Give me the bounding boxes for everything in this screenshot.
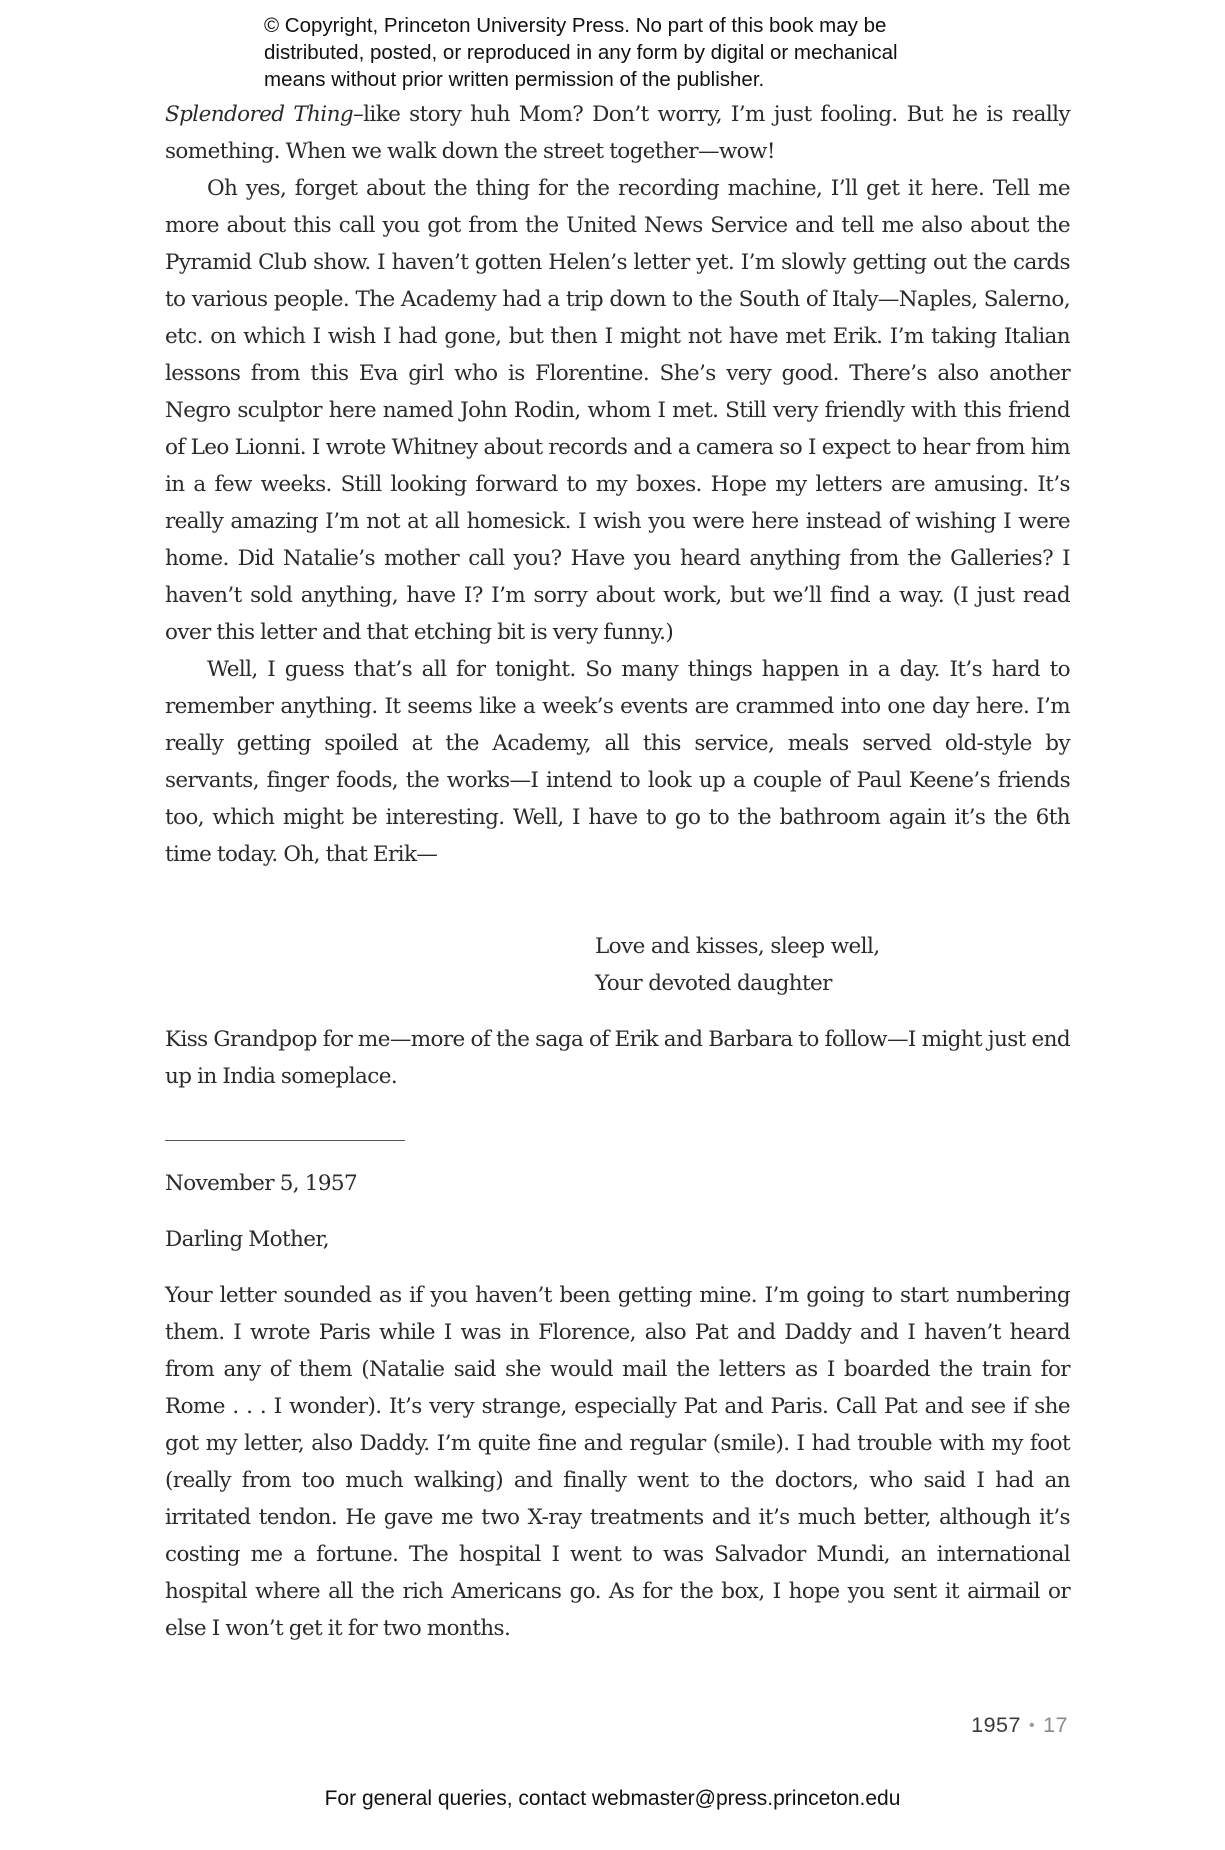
copyright-line-3: means without prior written permission of the publisher. <box>264 68 765 91</box>
letter-date: November 5, 1957 <box>165 1171 358 1196</box>
page-folio <box>971 1713 1068 1738</box>
book-title: Splendored Thing <box>165 102 353 127</box>
folio-year: 1957 <box>971 1713 1021 1737</box>
letter-continued <box>165 96 1070 873</box>
paragraph-2: Oh yes, forget about the thing for the recording machine, I’ll get it here. Tell me more about this call you got from the United News Service and tell me also about the Pyramid Club show. I haven’t gotten Helen’s letter yet. I’m slowly getting out the cards to various people. The Academy had a trip down to the South of Italy—Naples, Salerno, etc. on which I wish I had gone, but then I might not have met Erik. I’m taking Italian lessons from this Eva girl who is Florentine. She’s very good. There’s also another Negro sculptor here named John Rodin, whom I met. Still very friendly with this friend of Leo Lionni. I wrote Whitney about records and a camera so I expect to hear from him in a few weeks. Still looking forward to my boxes. Hope my letters are amusing. It’s really amazing I’m not at all homesick. I wish you were here instead of wishing I were home. Did Natalie’s mother call you? Have you heard anything from the Galleries? I haven’t sold anything, have I? I’m sorry about work, but we’ll find a way. (I just read over this letter and that etching bit is very funny.) <box>165 176 1070 645</box>
page-number: 17 <box>1043 1713 1068 1737</box>
copyright-line-2: distributed, posted, or reproduced in any form by digital or mechanical <box>264 41 898 64</box>
paragraph-3: Well, I guess that’s all for tonight. So many things happen in a day. It’s hard to remember anything. It seems like a week’s events are crammed into one day here. I’m really getting spoiled at the Academy, all this service, meals served old-style by servants, finger foods, the works—I intend to look up a couple of Paul Keene’s friends too, which might be interesting. Well, I have to go to the bathroom again it’s the 6th time today. Oh, that Erik— <box>165 657 1070 867</box>
footer-contact: For general queries, contact webmaster@press.princeton.edu <box>324 1787 901 1810</box>
copyright-line-1: © Copyright, Princeton University Press. No part of this book may be <box>264 14 887 37</box>
letter-body-text: Your letter sounded as if you haven’t been getting mine. I’m going to start numbering them. I wrote Paris while I was in Florence, also Pat and Daddy and I haven’t heard from any of them (Natalie said she would mail the letters as I boarded the train for Rome . . . I wonder). It’s very strange, especially Pat and Paris. Call Pat and see if she got my letter, also Daddy. I’m quite fine and regular (smile). I had trouble with my foot (really from too much walking) and finally went to the doctors, who said I had an irritated tendon. He gave me two X-ray treatments and it’s much better, although it’s costing me a fortune. The hospital I went to was Salvador Mundi, an international hospital where all the rich Americans go. As for the box, I hope you sent it airmail or else I won’t get it for two months. <box>165 1283 1070 1641</box>
copyright-notice <box>264 12 984 93</box>
letter-body <box>165 1277 1070 1647</box>
salutation: Darling Mother, <box>165 1227 329 1252</box>
paragraph-1-text: –like story huh Mom? Don’t worry, I’m just fooling. But he is really something. When we walk down the street together—wow! <box>165 102 1070 164</box>
paragraph-1 <box>165 96 1070 170</box>
closing-line-2: Your devoted daughter <box>595 971 832 996</box>
closing-line-1: Love and kisses, sleep well, <box>595 934 880 959</box>
closing <box>595 928 879 1002</box>
postscript-text: Kiss Grandpop for me—more of the saga of Erik and Barbara to follow—I might just end up in India someplace. <box>165 1027 1070 1089</box>
postscript <box>165 1021 1070 1095</box>
folio-separator: • <box>1028 1717 1036 1734</box>
section-divider <box>165 1140 405 1141</box>
